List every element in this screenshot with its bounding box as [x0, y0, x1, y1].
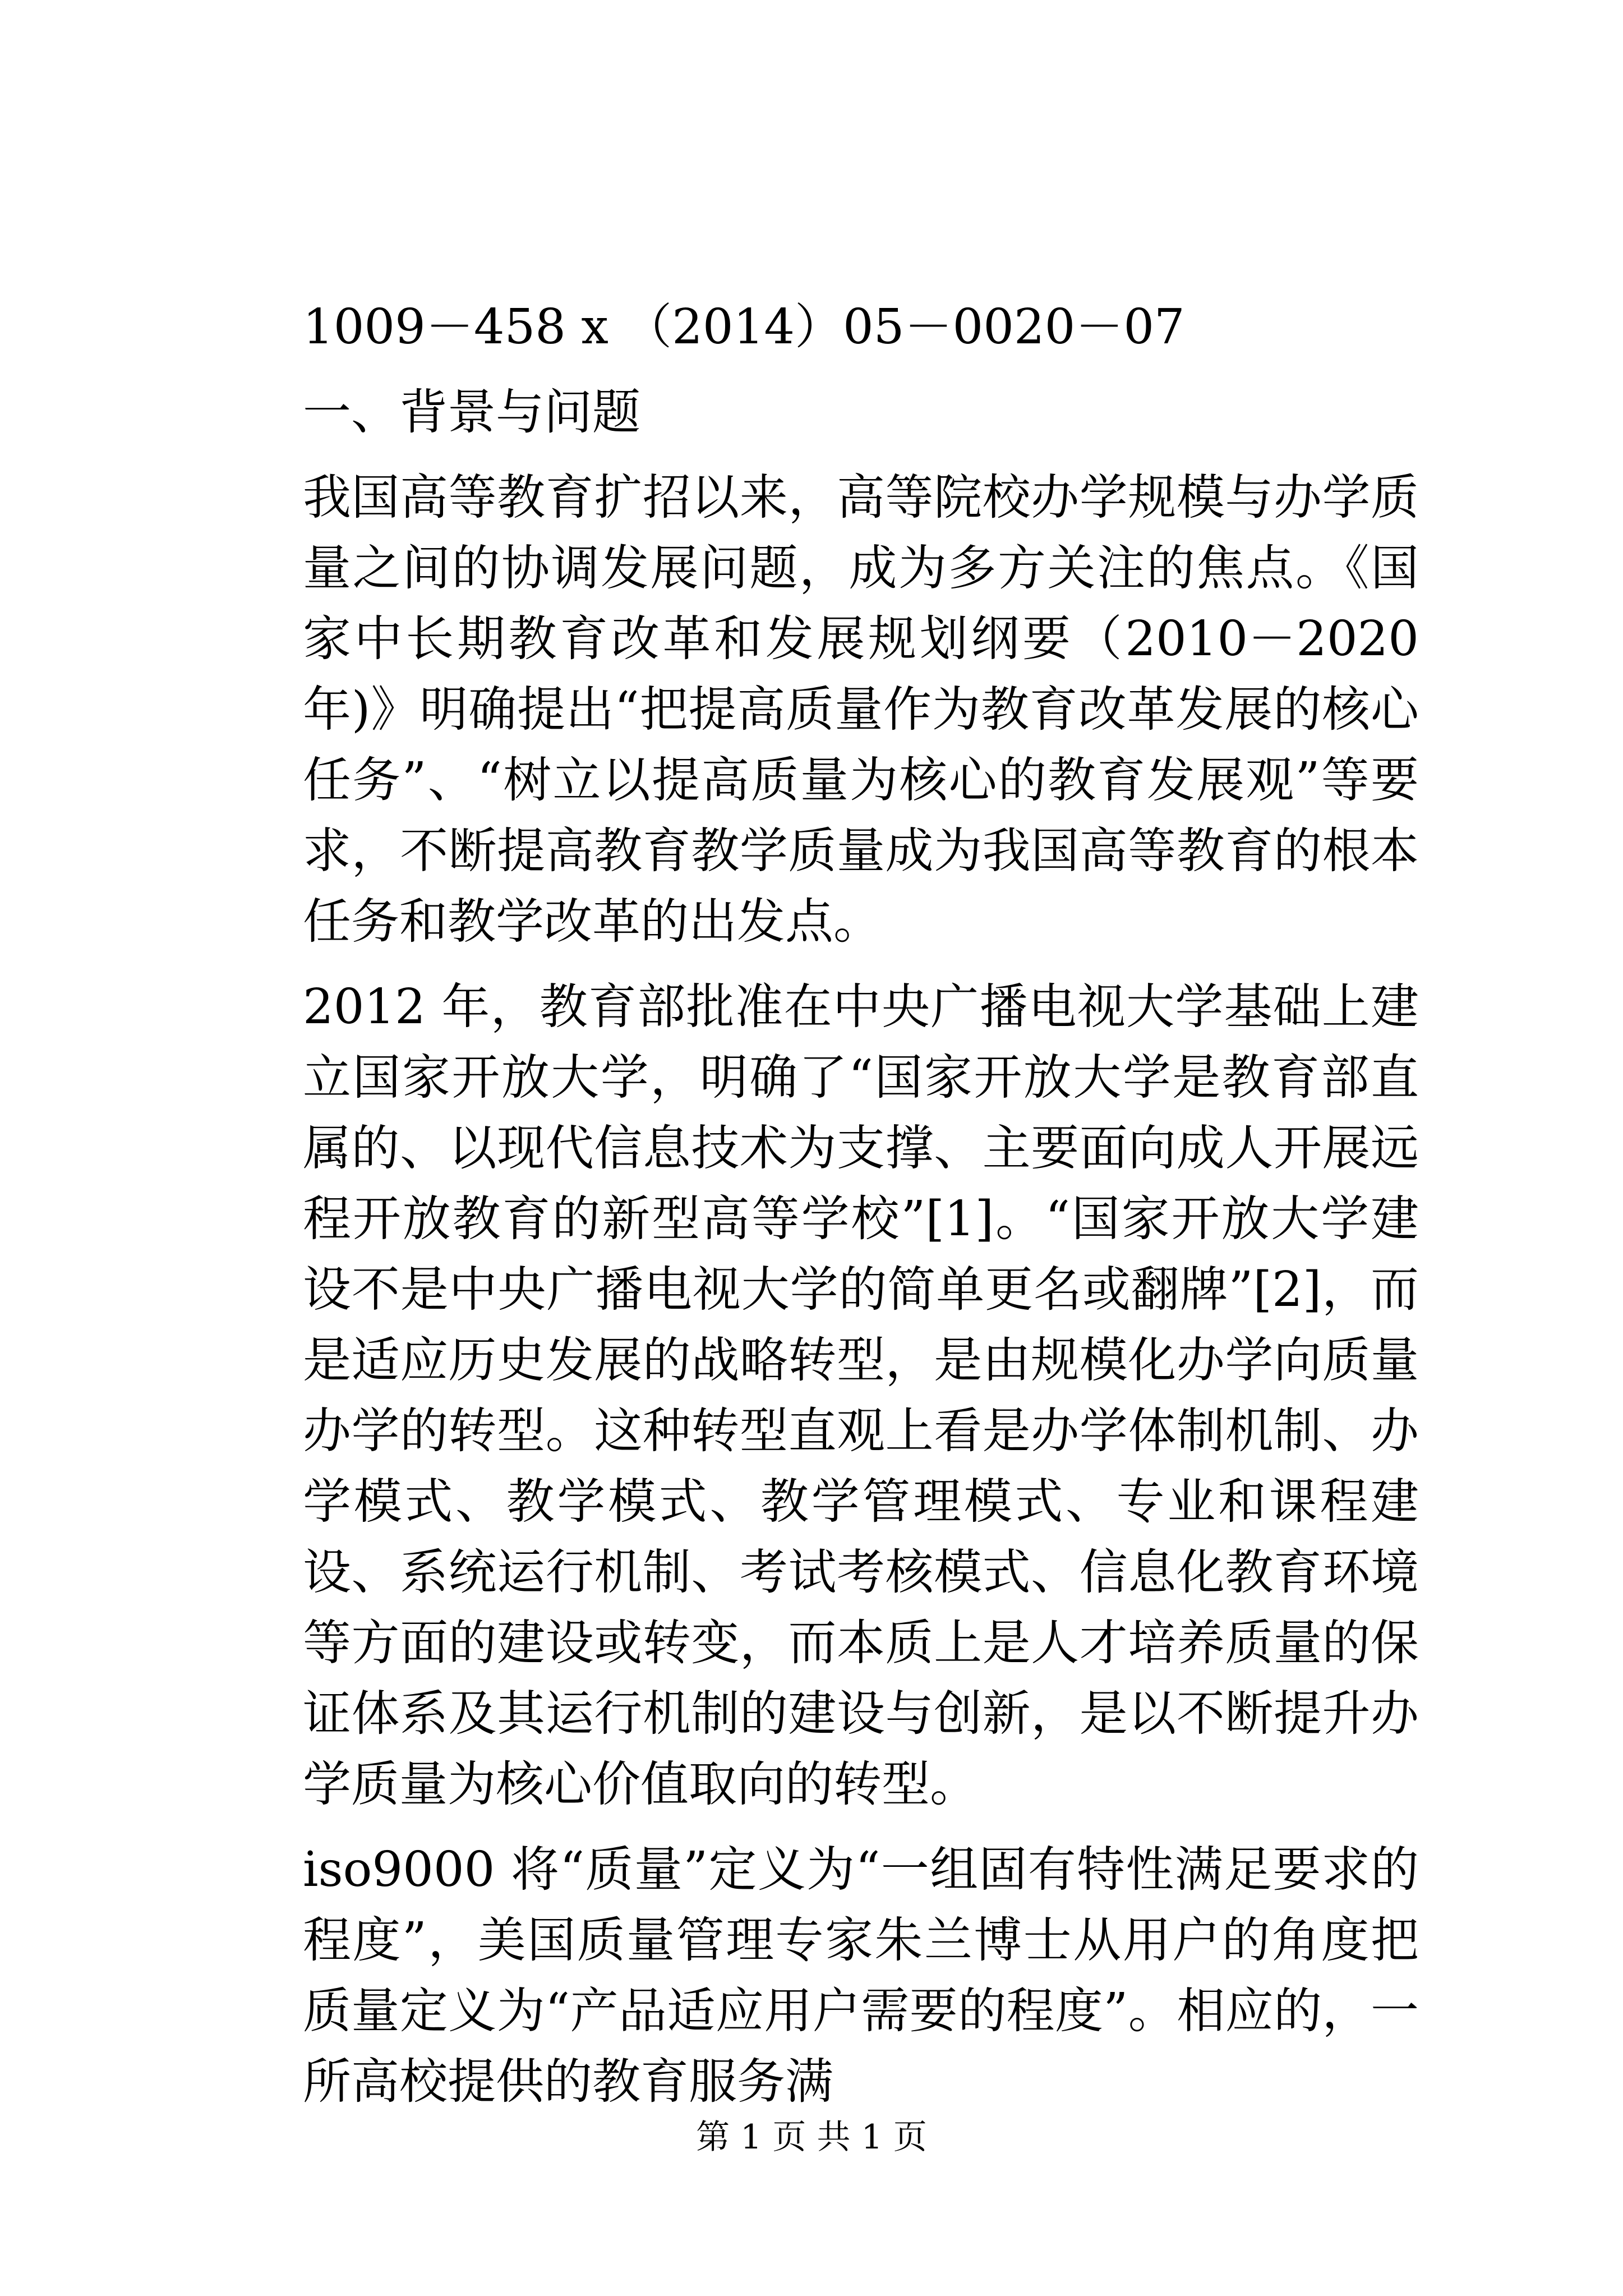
document-body — [303, 292, 1419, 2132]
document-code: 1009－458 x （2014）05－0020－07 — [303, 299, 1185, 355]
paragraph-2: 2012 年，教育部批准在中央广播电视大学基础上建立国家开放大学，明确了“国家开放大学是教育部直属的、以现代信息技术为支撑、主要面向成人开展远程开放教育的新型高等学校”[1]。“国家开放大学建设不是中央广播电视大学的简单更名或翻牌”[2]，而是适应历史发展的战略转型，是由规模化办学向质量办学的转型。这种转型直观上看是办学体制机制、办学模式、教学模式、教学管理模式、专业和课程建设、系统运行机制、考试考核模式、信息化教育环境等方面的建设或转变，而本质上是人才培养质量的保证体系及其运行机制的建设与创新，是以不断提升办学质量为核心价值取向的转型。 — [303, 979, 1419, 1812]
paragraph-3: iso9000 将“质量”定义为“一组固有特性满足要求的程度”，美国质量管理专家朱兰博士从用户的角度把质量定义为“产品适应用户需要的程度”。相应的，一所高校提供的教育服务满 — [303, 1842, 1419, 2110]
page-number-label: 第 1 页 共 1 页 — [696, 2118, 927, 2157]
section-heading: 一、背景与问题 — [303, 384, 640, 440]
page-footer — [0, 2115, 1623, 2160]
paragraph-1: 我国高等教育扩招以来，高等院校办学规模与办学质量之间的协调发展问题，成为多方关注的焦点。《国家中长期教育改革和发展规划纲要（2010－2020 年)》明确提出“把提高质量作为教育改革发展的核心任务”、“树立以提高质量为核心的教育发展观”等要求，不断提高教育教学质量成为我国高等教育的根本任务和教学改革的出发点。 — [303, 470, 1419, 950]
